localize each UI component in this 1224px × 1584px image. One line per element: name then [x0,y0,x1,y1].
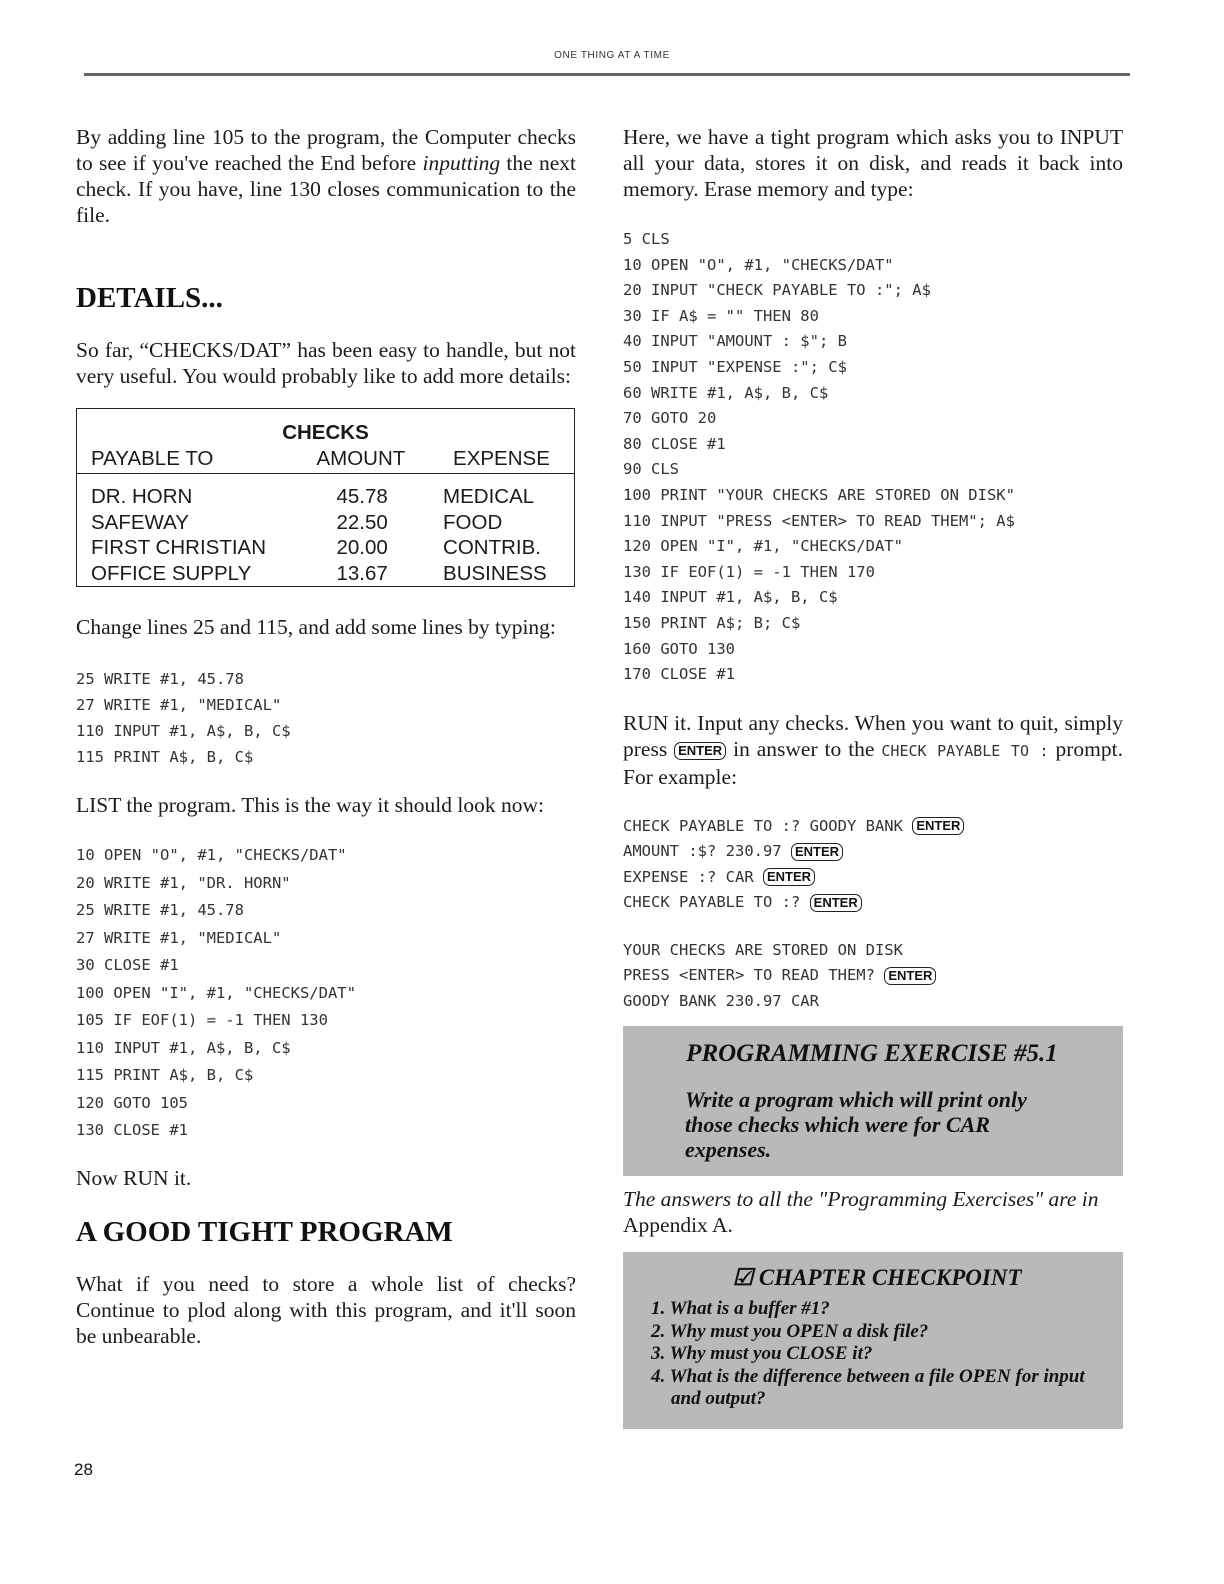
code-line: 115 PRINT A$, B, C$ [76,1066,254,1084]
code-listing-full [76,842,576,1145]
enter-key: ENTER [884,967,936,985]
code-line: GOODY BANK 230.97 CAR [623,991,819,1010]
enter-key: ENTER [791,843,843,861]
change-paragraph: Change lines 25 and 115, and add some lines by typing: [76,615,556,639]
code-line: 140 INPUT #1, A$, B, C$ [623,588,838,607]
code-line: 27 WRITE #1, "MEDICAL" [76,928,282,947]
code-listing-changes [76,666,576,770]
code-line: 10 OPEN "O", #1, "CHECKS/DAT" [623,255,894,274]
code-line: 105 IF EOF(1) = -1 THEN 130 [76,1011,328,1029]
code-line: 90 CLS [623,460,679,479]
code-line: 70 GOTO 20 [623,409,717,428]
table-row: OFFICE SUPPLY 13.67 BUSINESS [91,561,547,585]
code-line: 10 OPEN "O", #1, "CHECKS/DAT" [76,846,347,864]
example-session [623,814,1123,916]
code-listing-tight [623,227,1123,688]
enter-key: ENTER [912,817,964,835]
enter-key: ENTER [810,894,862,912]
code-line: 20 WRITE #1, "DR. HORN" [76,873,291,892]
code-line: 100 PRINT "YOUR CHECKS ARE STORED ON DISK" [623,485,1015,504]
table-row: DR. HORN 45.78 MEDICAL [91,485,535,508]
code-line: 30 IF A$ = "" THEN 80 [623,306,819,325]
code-line: YOUR CHECKS ARE STORED ON DISK [623,940,903,959]
running-header: ONE THING AT A TIME [554,50,670,61]
code-line: 115 PRINT A$, B, C$ [76,748,254,766]
code-line: 170 CLOSE #1 [623,665,735,684]
code-line: CHECK PAYABLE TO :? ENTER [623,890,1123,916]
code-line: 20 INPUT "CHECK PAYABLE TO :"; A$ [623,281,931,300]
left-column [76,124,576,1349]
example-output [623,938,1123,1015]
code-line: 40 INPUT "AMOUNT : $"; B [623,332,847,351]
code-line: 150 PRINT A$; B; C$ [623,613,801,632]
code-line: 110 INPUT #1, A$, B, C$ [76,1038,291,1057]
code-line: CHECK PAYABLE TO :? GOODY BANK ENTER [623,814,1123,840]
code-line: 27 WRITE #1, "MEDICAL" [76,696,282,714]
checkpoint-question: 4. What is the difference between a file OPEN for input and output? [651,1365,1085,1410]
run-paragraph: Now RUN it. [76,1165,192,1190]
code-line: 25 WRITE #1, 45.78 [76,670,244,688]
code-line: 5 CLS [623,230,670,248]
code-line: 120 GOTO 105 [76,1093,188,1112]
enter-key: ENTER [763,868,815,886]
right-column [623,124,1123,1429]
enter-key: ENTER [674,742,726,760]
checkpoint-question: 2. Why must you OPEN a disk file? [651,1320,929,1342]
tight-program-paragraph: What if you need to store a whole list of checks? Continue to plod along with this program, and it'll soon be unbearable. [76,1271,576,1348]
tight-program-heading: A GOOD TIGHT PROGRAM [76,1215,453,1248]
table-row: FIRST CHRISTIAN 20.00 CONTRIB. [91,536,541,559]
code-line: 120 OPEN "I", #1, "CHECKS/DAT" [623,537,903,556]
code-line: 110 INPUT #1, A$, B, C$ [76,722,291,740]
checks-table-title: CHECKS [282,421,369,444]
checkpoint-question: 3. Why must you CLOSE it? [651,1343,873,1365]
code-line: 100 OPEN "I", #1, "CHECKS/DAT" [76,983,356,1002]
run-instructions: RUN it. Input any checks. When you want to quit, simply press ENTER in answer to the CHECK PAYABLE TO : prompt. For example: [623,710,1123,789]
code-line: 80 CLOSE #1 [623,434,726,453]
checks-table [76,408,575,587]
code-line: 25 WRITE #1, 45.78 [76,901,244,919]
details-heading: DETAILS... [76,282,223,314]
page-number: 28 [74,1460,93,1479]
answers-note: The answers to all the "Programming Exercises" are in Appendix A. [623,1187,1099,1238]
details-paragraph: So far, “CHECKS/DAT” has been easy to handle, but not very useful. You would probably like to add more details: [76,338,576,388]
code-line: 160 GOTO 130 [623,639,735,658]
checkpoint-question: 1. What is a buffer #1? [651,1298,830,1320]
chapter-checkpoint-box [623,1252,1123,1429]
programming-exercise-box [623,1026,1123,1176]
code-line: 130 IF EOF(1) = -1 THEN 170 [623,562,875,581]
list-paragraph: LIST the program. This is the way it should look now: [76,793,544,817]
exercise-text: Write a program which will print only those checks which were for CAR expenses. [685,1087,1027,1163]
column-header: PAYABLE TO [77,446,303,474]
table-row: SAFEWAY 22.50 FOOD [91,510,503,534]
code-line: AMOUNT :$? 230.97 ENTER [623,839,1123,865]
code-line: PRESS <ENTER> TO READ THEM? ENTER [623,963,1123,989]
code-line: 110 INPUT "PRESS <ENTER> TO READ THEM"; A$ [623,511,1015,530]
column-header: AMOUNT [302,446,425,474]
code-line: 30 CLOSE #1 [76,956,179,974]
code-line: EXPENSE :? CAR ENTER [623,865,1123,891]
column-header: EXPENSE [425,446,574,474]
code-line: 60 WRITE #1, A$, B, C$ [623,383,829,402]
checkpoint-title: ☑ CHAPTER CHECKPOINT [732,1265,1022,1291]
intro-paragraph: By adding line 105 to the program, the Computer checks to see if you've reached the End before inputting the next check. If you have, line 130 closes communication to the file. [76,125,576,227]
header-rule [84,73,1130,76]
tight-intro-paragraph: Here, we have a tight program which asks you to INPUT all your data, stores it on disk, and reads it back into memory. Erase memory and type: [623,125,1123,201]
exercise-title: PROGRAMMING EXERCISE #5.1 [686,1040,1058,1068]
code-line: 50 INPUT "EXPENSE :"; C$ [623,357,847,376]
code-line: 130 CLOSE #1 [76,1121,188,1139]
